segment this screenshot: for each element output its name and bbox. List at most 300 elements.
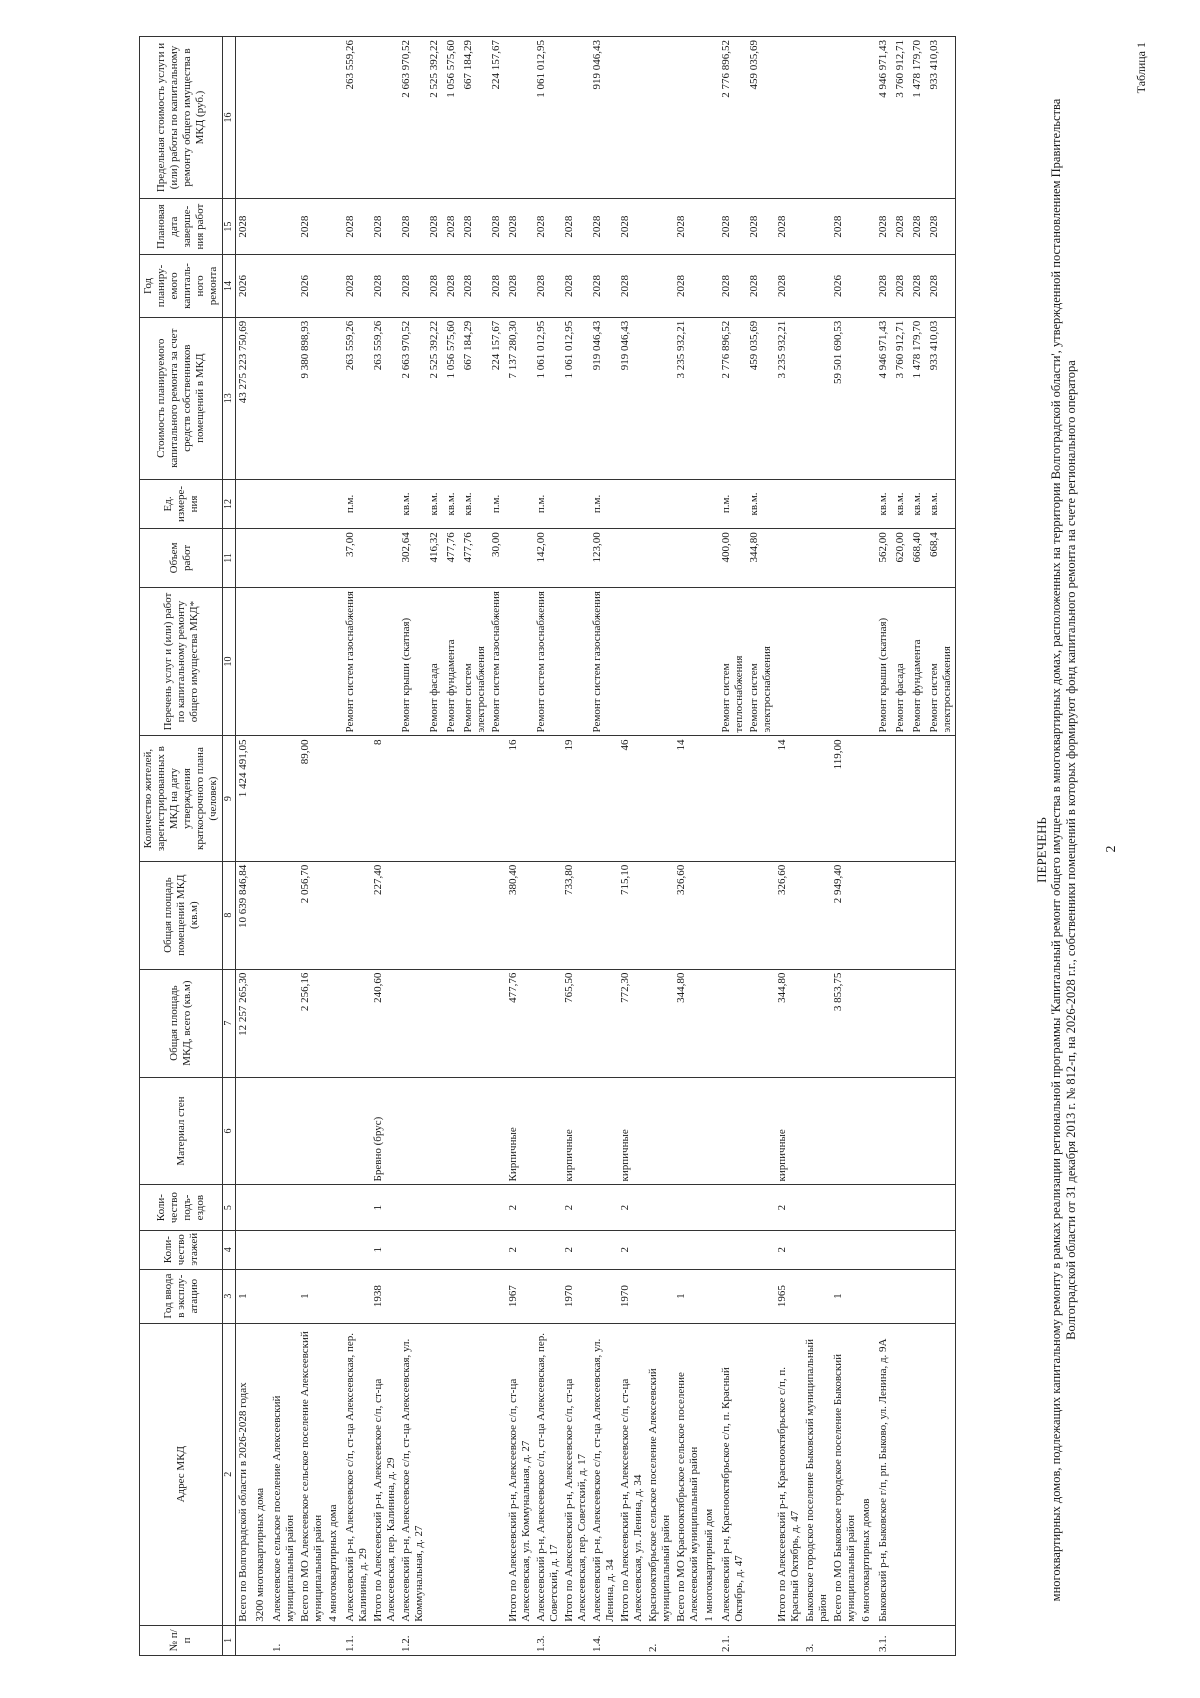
- column-header-2: Адрес МКД: [140, 1323, 223, 1625]
- table-cell-col3: [747, 1269, 775, 1323]
- table-cell-col4: [461, 1230, 489, 1269]
- table-cell-col10: Ремонт систем газоснабжения: [489, 587, 506, 736]
- table-cell-col10: Ремонт систем газоснабжения: [534, 587, 562, 736]
- table-row: [270, 37, 298, 1656]
- table-cell-col4: [326, 1230, 343, 1269]
- table-cell-col4: [910, 1230, 927, 1269]
- table-cell-col13: 919 046,43: [618, 317, 646, 479]
- table-cell-col13: 3 235 932,21: [775, 317, 803, 479]
- table-cell-col4: [876, 1230, 893, 1269]
- table-cell-col14: [253, 255, 270, 318]
- table-cell-col1: 2.: [646, 1625, 674, 1655]
- table-cell-col13: 43 275 223 750,69: [236, 317, 254, 479]
- table-cell-col9: [461, 736, 489, 861]
- table-cell-col7: [910, 969, 927, 1077]
- table-cell-col9: [270, 736, 298, 861]
- table-cell-col16: [506, 37, 534, 199]
- table-cell-col4: [747, 1230, 775, 1269]
- table-row: [343, 37, 371, 1656]
- table-cell-col5: 2: [562, 1185, 590, 1230]
- table-cell-col12: кв.м.: [910, 479, 927, 529]
- table-cell-col16: 224 157,67: [489, 37, 506, 199]
- table-cell-col13: 1 061 012,95: [534, 317, 562, 479]
- table-cell-col9: [534, 736, 562, 861]
- table-cell-col2: [444, 1323, 461, 1625]
- table-label: Таблица 1: [1134, 42, 1148, 94]
- table-cell-col15: 2028: [489, 199, 506, 255]
- table-cell-col3: 1: [298, 1269, 326, 1323]
- table-cell-col6: [534, 1077, 562, 1185]
- repair-list-table: [139, 36, 956, 1656]
- table-cell-col10: Ремонт систем теплоснабжения: [719, 587, 747, 736]
- table-cell-col6: Кирпичные: [506, 1077, 534, 1185]
- table-cell-col8: [803, 861, 831, 969]
- column-header-5: Коли-чество подъ-ездов: [140, 1185, 223, 1230]
- table-cell-col9: [489, 736, 506, 861]
- table-cell-col11: [562, 529, 590, 587]
- table-cell-col14: 2028: [618, 255, 646, 318]
- table-cell-col4: [236, 1230, 254, 1269]
- table-cell-col13: 3 235 932,21: [674, 317, 702, 479]
- table-cell-col14: 2026: [831, 255, 859, 318]
- table-row: [702, 37, 719, 1656]
- table-cell-col4: [719, 1230, 747, 1269]
- table-cell-col16: [831, 37, 859, 199]
- table-cell-col15: 2028: [674, 199, 702, 255]
- table-cell-col1: 3.1.: [876, 1625, 893, 1655]
- table-cell-col3: 1970: [618, 1269, 646, 1323]
- table-cell-col14: [702, 255, 719, 318]
- table-cell-col10: [859, 587, 876, 736]
- table-cell-col12: [831, 479, 859, 529]
- table-cell-col5: [270, 1185, 298, 1230]
- table-cell-col2: 1 многоквартирный дом: [702, 1323, 719, 1625]
- table-cell-col11: [371, 529, 399, 587]
- table-cell-col8: [646, 861, 674, 969]
- table-cell-col11: 37,00: [343, 529, 371, 587]
- table-cell-col8: 380,40: [506, 861, 534, 969]
- column-number-16: 16: [223, 37, 236, 199]
- table-cell-col12: [253, 479, 270, 529]
- table-cell-col10: [270, 587, 298, 736]
- table-cell-col1: [775, 1625, 803, 1655]
- table-cell-col16: 1 061 012,95: [534, 37, 562, 199]
- table-cell-col6: [236, 1077, 254, 1185]
- table-cell-col2: Алексеевский р-н, Алексеевское с/п, ст-ца Алексеевская, ул. Коммунальная, д. 27: [399, 1323, 427, 1625]
- table-cell-col7: 344,80: [775, 969, 803, 1077]
- table-cell-col14: [646, 255, 674, 318]
- table-cell-col4: [489, 1230, 506, 1269]
- table-cell-col12: кв.м.: [444, 479, 461, 529]
- table-cell-col9: [747, 736, 775, 861]
- table-cell-col10: [674, 587, 702, 736]
- table-cell-col9: 14: [775, 736, 803, 861]
- table-cell-col5: [927, 1185, 956, 1230]
- table-cell-col13: [859, 317, 876, 479]
- table-cell-col8: 2 056,70: [298, 861, 326, 969]
- table-cell-col5: [534, 1185, 562, 1230]
- table-cell-col16: 1 056 575,60: [444, 37, 461, 199]
- column-number-3: 3: [223, 1269, 236, 1323]
- table-cell-col9: 8: [371, 736, 399, 861]
- title-heading: ПЕРЕЧЕНЬ: [1034, 817, 1049, 883]
- table-cell-col9: 14: [674, 736, 702, 861]
- table-cell-col15: [859, 199, 876, 255]
- table-cell-col8: [444, 861, 461, 969]
- table-cell-col8: [590, 861, 618, 969]
- table-cell-col1: 1.3.: [534, 1625, 562, 1655]
- table-cell-col12: [646, 479, 674, 529]
- table-cell-col2: [461, 1323, 489, 1625]
- table-cell-col8: [326, 861, 343, 969]
- table-cell-col11: [270, 529, 298, 587]
- table-cell-col3: 1938: [371, 1269, 399, 1323]
- table-cell-col5: [747, 1185, 775, 1230]
- table-cell-col1: [427, 1625, 444, 1655]
- table-cell-col15: [646, 199, 674, 255]
- table-cell-col1: [371, 1625, 399, 1655]
- table-cell-col2: Итого по Алексеевский р-н, Алексеевское с/п, ст-ца Алексеевская, ул. Коммунальная, д. 27: [506, 1323, 534, 1625]
- table-cell-col2: [489, 1323, 506, 1625]
- table-cell-col12: [326, 479, 343, 529]
- table-cell-col1: [831, 1625, 859, 1655]
- table-cell-col5: 2: [775, 1185, 803, 1230]
- table-cell-col16: 919 046,43: [590, 37, 618, 199]
- table-cell-col6: [590, 1077, 618, 1185]
- table-cell-col6: [876, 1077, 893, 1185]
- table-cell-col6: [831, 1077, 859, 1185]
- table-cell-col13: 263 559,26: [343, 317, 371, 479]
- table-cell-col14: 2028: [674, 255, 702, 318]
- table-cell-col15: 2028: [371, 199, 399, 255]
- column-number-1: 1: [223, 1625, 236, 1655]
- table-cell-col3: 1: [236, 1269, 254, 1323]
- table-cell-col7: 2 256,16: [298, 969, 326, 1077]
- table-cell-col8: 733,80: [562, 861, 590, 969]
- table-cell-col12: п.м.: [343, 479, 371, 529]
- table-cell-col16: 2 525 392,22: [427, 37, 444, 199]
- table-cell-col9: [719, 736, 747, 861]
- table-cell-col10: [702, 587, 719, 736]
- table-cell-col3: [910, 1269, 927, 1323]
- table-cell-col11: [859, 529, 876, 587]
- table-cell-col13: 224 157,67: [489, 317, 506, 479]
- column-number-6: 6: [223, 1077, 236, 1185]
- column-number-2: 2: [223, 1323, 236, 1625]
- table-cell-col4: 2: [618, 1230, 646, 1269]
- table-cell-col2: 6 многоквартирных домов: [859, 1323, 876, 1625]
- table-cell-col11: 562,00: [876, 529, 893, 587]
- table-cell-col12: [562, 479, 590, 529]
- table-cell-col16: [702, 37, 719, 199]
- table-cell-col13: 4 946 971,43: [876, 317, 893, 479]
- table-cell-col5: [253, 1185, 270, 1230]
- table-cell-col12: кв.м.: [876, 479, 893, 529]
- table-cell-col1: [927, 1625, 956, 1655]
- table-cell-col8: 326,60: [775, 861, 803, 969]
- table-cell-col5: [326, 1185, 343, 1230]
- table-cell-col16: 667 184,29: [461, 37, 489, 199]
- table-cell-col3: [253, 1269, 270, 1323]
- table-cell-col3: 1: [831, 1269, 859, 1323]
- table-cell-col3: [461, 1269, 489, 1323]
- table-cell-col7: [427, 969, 444, 1077]
- table-cell-col14: [859, 255, 876, 318]
- table-cell-col3: [859, 1269, 876, 1323]
- table-cell-col9: [444, 736, 461, 861]
- column-header-11: Объем работ: [140, 529, 223, 587]
- table-cell-col3: [270, 1269, 298, 1323]
- table-cell-col16: [236, 37, 254, 199]
- table-cell-col1: [506, 1625, 534, 1655]
- table-cell-col2: [910, 1323, 927, 1625]
- table-cell-col5: [831, 1185, 859, 1230]
- table-cell-col11: 400,00: [719, 529, 747, 587]
- table-cell-col9: [893, 736, 910, 861]
- table-cell-col7: [399, 969, 427, 1077]
- table-cell-col10: Ремонт крыши (скатная): [399, 587, 427, 736]
- table-cell-col1: [298, 1625, 326, 1655]
- table-cell-col6: [859, 1077, 876, 1185]
- table-cell-col13: 667 184,29: [461, 317, 489, 479]
- table-row: [371, 37, 399, 1656]
- table-cell-col4: [444, 1230, 461, 1269]
- table-cell-col16: [298, 37, 326, 199]
- table-cell-col16: [562, 37, 590, 199]
- table-cell-col2: Алексеевский р-н, Алексеевское с/п, ст-ца Алексеевская, пер. Советский, д. 17: [534, 1323, 562, 1625]
- table-cell-col15: [702, 199, 719, 255]
- table-cell-col15: [270, 199, 298, 255]
- table-cell-col4: [831, 1230, 859, 1269]
- table-cell-col11: [775, 529, 803, 587]
- table-row: [326, 37, 343, 1656]
- table-cell-col3: [893, 1269, 910, 1323]
- table-cell-col1: [253, 1625, 270, 1655]
- table-cell-col5: [803, 1185, 831, 1230]
- table-cell-col5: 2: [618, 1185, 646, 1230]
- table-cell-col11: 668,4: [927, 529, 956, 587]
- table-cell-col6: [399, 1077, 427, 1185]
- table-cell-col9: 1 424 491,05: [236, 736, 254, 861]
- table-cell-col13: [253, 317, 270, 479]
- table-cell-col10: [326, 587, 343, 736]
- table-cell-col5: [444, 1185, 461, 1230]
- table-cell-col5: [399, 1185, 427, 1230]
- table-cell-col11: [831, 529, 859, 587]
- table-cell-col10: [618, 587, 646, 736]
- table-cell-col11: [618, 529, 646, 587]
- column-number-7: 7: [223, 969, 236, 1077]
- table-cell-col13: 459 035,69: [747, 317, 775, 479]
- table-cell-col8: [343, 861, 371, 969]
- table-cell-col13: 1 056 575,60: [444, 317, 461, 479]
- table-cell-col8: 10 639 846,84: [236, 861, 254, 969]
- table-cell-col12: [775, 479, 803, 529]
- table-cell-col4: [253, 1230, 270, 1269]
- table-cell-col9: [427, 736, 444, 861]
- table-cell-col8: [270, 861, 298, 969]
- table-cell-col3: [719, 1269, 747, 1323]
- table-cell-col4: 2: [506, 1230, 534, 1269]
- table-row: [618, 37, 646, 1656]
- table-cell-col1: 1.4.: [590, 1625, 618, 1655]
- table-cell-col7: [489, 969, 506, 1077]
- table-cell-col1: [702, 1625, 719, 1655]
- table-cell-col8: [893, 861, 910, 969]
- table-cell-col5: 2: [506, 1185, 534, 1230]
- table-cell-col7: [893, 969, 910, 1077]
- table-cell-col15: 2028: [343, 199, 371, 255]
- table-cell-col12: [270, 479, 298, 529]
- table-cell-col14: 2028: [489, 255, 506, 318]
- column-header-8: Общая площадь помещений МКД (кв.м): [140, 861, 223, 969]
- table-cell-col9: [343, 736, 371, 861]
- table-cell-col10: Ремонт систем электроснабжения: [747, 587, 775, 736]
- table-cell-col4: [270, 1230, 298, 1269]
- table-cell-col7: [590, 969, 618, 1077]
- table-cell-col4: [674, 1230, 702, 1269]
- table-cell-col3: [803, 1269, 831, 1323]
- table-cell-col13: 1 061 012,95: [562, 317, 590, 479]
- page-number: 2: [1104, 845, 1119, 853]
- table-cell-col2: [427, 1323, 444, 1625]
- column-header-16: Предельная стоимость услуги и (или) работы по капитальному ремонту общего имущества в МКД (руб.): [140, 37, 223, 199]
- table-row: [910, 37, 927, 1656]
- table-cell-col8: 2 949,40: [831, 861, 859, 969]
- table-cell-col12: п.м.: [534, 479, 562, 529]
- table-cell-col15: 2028: [831, 199, 859, 255]
- column-header-15: Плановая дата заверше-ния работ: [140, 199, 223, 255]
- table-cell-col4: [399, 1230, 427, 1269]
- table-cell-col8: 326,60: [674, 861, 702, 969]
- table-cell-col7: [253, 969, 270, 1077]
- column-header-6: Материал стен: [140, 1077, 223, 1185]
- table-row: [674, 37, 702, 1656]
- table-cell-col7: [646, 969, 674, 1077]
- table-cell-col10: Ремонт систем электроснабжения: [461, 587, 489, 736]
- column-number-5: 5: [223, 1185, 236, 1230]
- table-cell-col14: 2028: [876, 255, 893, 318]
- table-cell-col13: 2 663 970,52: [399, 317, 427, 479]
- table-row: [831, 37, 859, 1656]
- table-cell-col10: [775, 587, 803, 736]
- table-cell-col9: [876, 736, 893, 861]
- table-cell-col15: 2028: [747, 199, 775, 255]
- table-cell-col14: 2028: [371, 255, 399, 318]
- table-cell-col7: 240,60: [371, 969, 399, 1077]
- column-number-4: 4: [223, 1230, 236, 1269]
- table-cell-col6: [803, 1077, 831, 1185]
- table-cell-col13: 933 410,03: [927, 317, 956, 479]
- table-cell-col11: [803, 529, 831, 587]
- table-cell-col8: [910, 861, 927, 969]
- table-cell-col12: [803, 479, 831, 529]
- table-cell-col4: [427, 1230, 444, 1269]
- table-cell-col9: [646, 736, 674, 861]
- table-cell-col15: 2028: [399, 199, 427, 255]
- table-cell-col2: Всего по Волгоградской области в 2026-2028 годах: [236, 1323, 254, 1625]
- table-cell-col4: [702, 1230, 719, 1269]
- table-cell-col12: [859, 479, 876, 529]
- table-cell-col8: [719, 861, 747, 969]
- table-cell-col6: [343, 1077, 371, 1185]
- table-cell-col14: 2028: [506, 255, 534, 318]
- table-cell-col11: [674, 529, 702, 587]
- column-number-14: 14: [223, 255, 236, 318]
- table-cell-col3: [343, 1269, 371, 1323]
- table-cell-col13: [702, 317, 719, 479]
- table-cell-col6: кирпичные: [562, 1077, 590, 1185]
- column-header-1: № п/п: [140, 1625, 223, 1655]
- table-cell-col5: [893, 1185, 910, 1230]
- table-cell-col2: [893, 1323, 910, 1625]
- table-cell-col16: [326, 37, 343, 199]
- table-cell-col3: [534, 1269, 562, 1323]
- table-cell-col12: кв.м.: [927, 479, 956, 529]
- table-cell-col15: 2028: [618, 199, 646, 255]
- table-cell-col11: [298, 529, 326, 587]
- column-header-9: Количество жителей, зарегистрированных в МКД на дату утверждения краткосрочного плана (человек): [140, 736, 223, 861]
- table-cell-col10: Ремонт крыши (скатная): [876, 587, 893, 736]
- table-cell-col6: кирпичные: [618, 1077, 646, 1185]
- table-cell-col8: [859, 861, 876, 969]
- table-cell-col7: [270, 969, 298, 1077]
- table-cell-col8: [534, 861, 562, 969]
- table-cell-col6: [489, 1077, 506, 1185]
- table-cell-col16: 1 478 179,70: [910, 37, 927, 199]
- table-cell-col10: [371, 587, 399, 736]
- table-cell-col5: [646, 1185, 674, 1230]
- table-row: [534, 37, 562, 1656]
- table-cell-col2: Быковское городское поселение Быковский муниципальный район: [803, 1323, 831, 1625]
- table-cell-col16: [270, 37, 298, 199]
- column-number-8: 8: [223, 861, 236, 969]
- table-cell-col5: [859, 1185, 876, 1230]
- table-cell-col10: Ремонт фасада: [893, 587, 910, 736]
- table-cell-col10: [253, 587, 270, 736]
- table-cell-col4: [343, 1230, 371, 1269]
- table-cell-col1: [461, 1625, 489, 1655]
- table-cell-col9: 89,00: [298, 736, 326, 861]
- document-title: [1034, 80, 1079, 1620]
- table-cell-col1: [444, 1625, 461, 1655]
- table-cell-col3: [927, 1269, 956, 1323]
- table-cell-col3: 1: [674, 1269, 702, 1323]
- table-cell-col2: Всего по МО Алексеевское сельское поселение Алексеевский муниципальный район: [298, 1323, 326, 1625]
- table-cell-col6: [702, 1077, 719, 1185]
- table-cell-col13: 2 525 392,22: [427, 317, 444, 479]
- table-cell-col5: [343, 1185, 371, 1230]
- column-number-9: 9: [223, 736, 236, 861]
- table-cell-col16: [859, 37, 876, 199]
- table-cell-col16: [803, 37, 831, 199]
- table-cell-col2: Краснооктябрьское сельское поселение Алексеевский муниципальный район: [646, 1323, 674, 1625]
- table-cell-col9: [859, 736, 876, 861]
- table-cell-col10: [236, 587, 254, 736]
- table-cell-col13: 3 760 912,71: [893, 317, 910, 479]
- table-cell-col11: [646, 529, 674, 587]
- table-cell-col7: 477,76: [506, 969, 534, 1077]
- table-cell-col6: [719, 1077, 747, 1185]
- table-cell-col2: Алексеевский р-н, Алексеевское с/п, ст-ца Алексеевская, ул. Ленина, д. 34: [590, 1323, 618, 1625]
- table-cell-col8: 715,10: [618, 861, 646, 969]
- column-header-4: Коли-чество этажей: [140, 1230, 223, 1269]
- table-cell-col3: [646, 1269, 674, 1323]
- table-cell-col3: [876, 1269, 893, 1323]
- title-line-2: Волгоградской области от 31 декабря 2013 г. № 812-п, на 2026-2028 г.г., собственники помещений в которых формируют фонд капитального ремонта на счете регионального оператора: [1064, 360, 1078, 1340]
- table-cell-col16: 2 776 896,52: [719, 37, 747, 199]
- table-cell-col1: [562, 1625, 590, 1655]
